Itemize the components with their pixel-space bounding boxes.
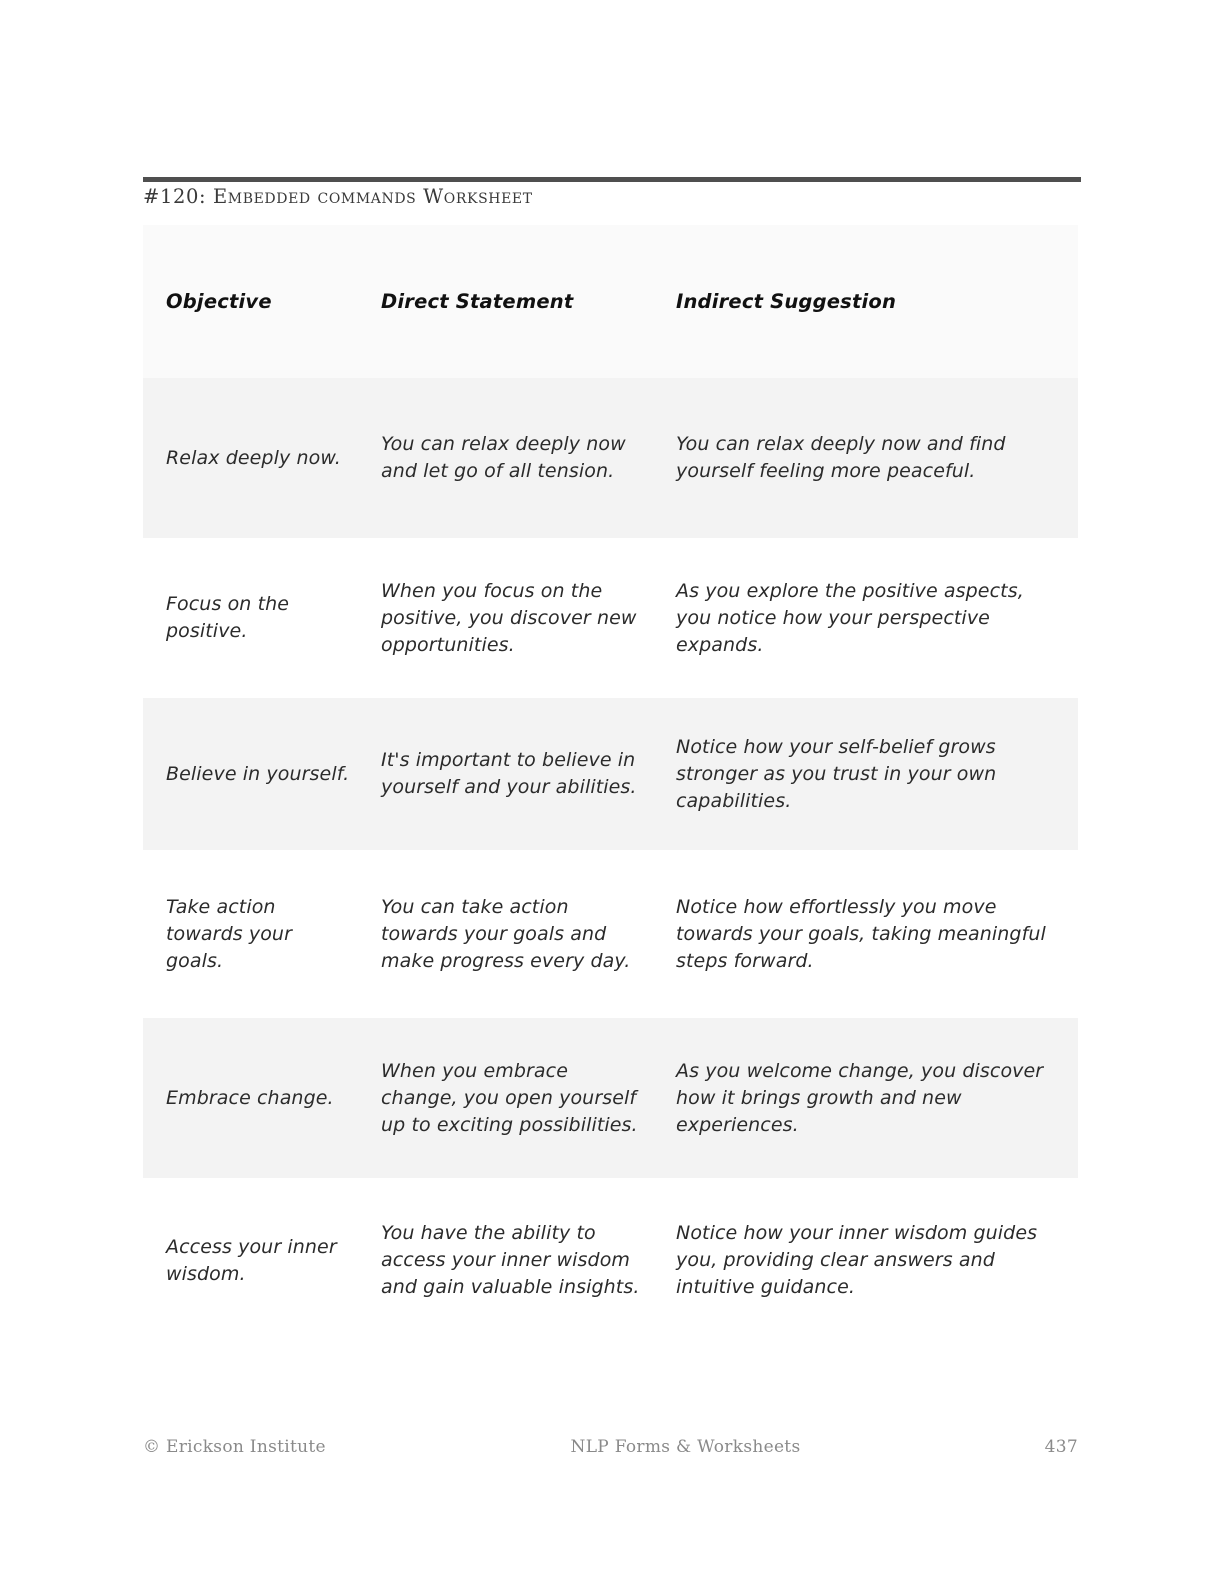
cell-objective: Access your inner wisdom. <box>166 1235 337 1285</box>
title-rule <box>143 177 1081 182</box>
footer-page-number: 437 <box>1044 1437 1078 1457</box>
table-row <box>143 538 1078 698</box>
cell-indirect-suggestion: Notice how your inner wisdom guides you, providing clear answers and intuitive guidance. <box>676 1222 1038 1298</box>
cell-objective: Believe in yourself. <box>166 762 350 785</box>
cell-direct-statement: When you focus on the positive, you discover new opportunities. <box>381 579 637 656</box>
table-header-row <box>143 225 1078 378</box>
page-footer <box>143 1437 1078 1457</box>
footer-series-title: NLP Forms & Worksheets <box>570 1437 801 1457</box>
cell-objective: Relax deeply now. <box>166 446 341 469</box>
cell-indirect-suggestion: You can relax deeply now and find yourself feeling more peaceful. <box>676 433 1006 482</box>
cell-direct-statement: You have the ability to access your inner wisdom and gain valuable insights. <box>381 1222 640 1298</box>
column-header-indirect-suggestion: Indirect Suggestion <box>676 290 897 313</box>
page-title-text: Embedded commands Worksheet <box>212 185 533 208</box>
cell-direct-statement: You can take action towards your goals and make progress every day. <box>381 895 631 972</box>
table-row <box>143 378 1078 538</box>
cell-direct-statement: It's important to believe in yourself and your abilities. <box>381 749 637 798</box>
table-row <box>143 850 1078 1018</box>
table-row <box>143 1178 1078 1343</box>
cell-indirect-suggestion: As you welcome change, you discover how it brings growth and new experiences. <box>676 1059 1044 1136</box>
table-row <box>143 698 1078 850</box>
cell-indirect-suggestion: Notice how effortlessly you move towards your goals, taking meaningful steps forward. <box>676 895 1046 972</box>
cell-objective: Focus on the positive. <box>166 593 290 642</box>
cell-direct-statement: You can relax deeply now and let go of all tension. <box>381 433 626 482</box>
cell-objective: Embrace change. <box>166 1086 334 1109</box>
page-title <box>143 185 1081 208</box>
column-header-objective: Objective <box>166 290 272 313</box>
embedded-commands-table <box>143 225 1078 1343</box>
cell-objective: Take action towards your goals. <box>166 895 292 972</box>
table-row <box>143 1018 1078 1178</box>
column-header-direct-statement: Direct Statement <box>381 290 574 313</box>
cell-indirect-suggestion: As you explore the positive aspects, you notice how your perspective expands. <box>676 579 1024 656</box>
footer-copyright: © Erickson Institute <box>143 1437 326 1457</box>
cell-direct-statement: When you embrace change, you open yourself up to exciting possibilities. <box>381 1059 638 1136</box>
cell-indirect-suggestion: Notice how your self-belief grows stronger as you trust in your own capabilities. <box>676 735 997 812</box>
page-title-number: #120: <box>143 185 207 208</box>
